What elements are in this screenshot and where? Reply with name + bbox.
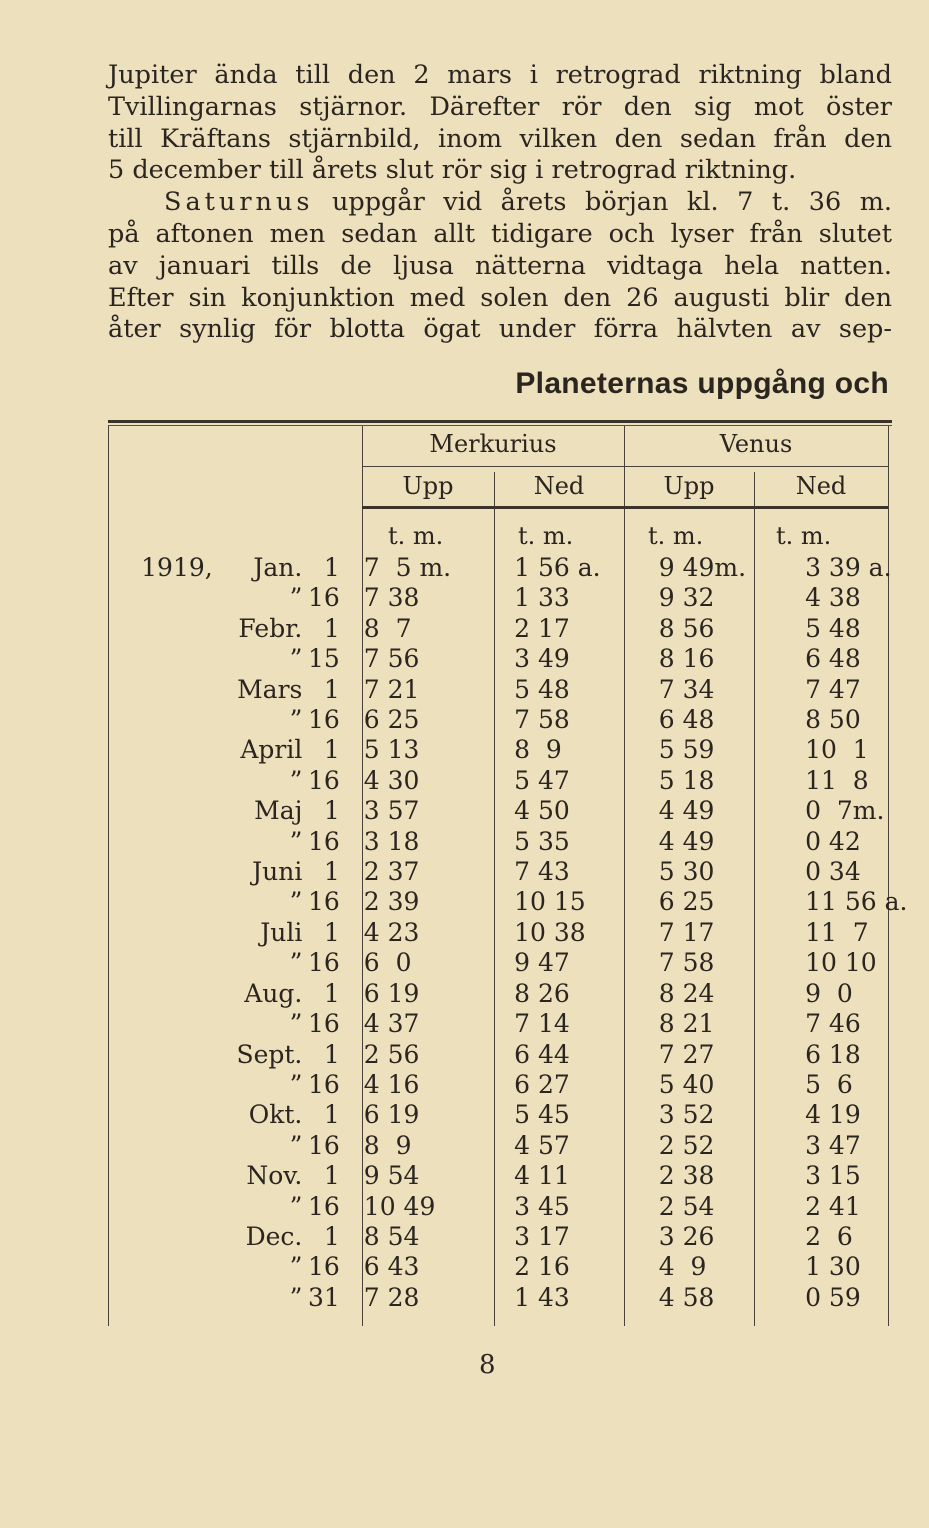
cell-month: Aug.: [244, 978, 303, 1008]
cell-m-ned: 4 11: [514, 1161, 570, 1191]
cell-m-upp: 6 19: [363, 978, 420, 1008]
cell-v-ned: 11 7: [805, 917, 869, 947]
cell-year: [108, 1222, 213, 1252]
table-top-subrule: [108, 425, 892, 426]
table-row: [108, 948, 929, 978]
cell-v-upp: 4 49: [658, 796, 715, 826]
table-top-rule: [108, 420, 892, 423]
table-row: [108, 705, 929, 735]
table-row: [108, 918, 929, 948]
cell-v-upp: 3 26: [658, 1221, 715, 1251]
cell-m-upp: 7 5 m.: [363, 553, 452, 582]
cell-day: 16: [307, 826, 340, 856]
cell-v-upp: 8 16: [658, 644, 715, 674]
cell-year: 1919,: [141, 553, 213, 582]
cell-m-ned: 1 33: [514, 583, 570, 613]
table-row: [108, 857, 929, 887]
cell-v-ned: 11 8: [805, 765, 869, 795]
cell-day: 16: [307, 1069, 340, 1099]
cell-m-ned: 5 45: [514, 1100, 570, 1130]
cell-v-upp: 8 21: [658, 1009, 715, 1039]
cell-v-ned: 1 30: [805, 1252, 861, 1282]
subheader-rule: [362, 506, 888, 509]
cell-year: [108, 1283, 213, 1313]
table-row: [108, 1040, 929, 1070]
cell-v-ned: 4 38: [805, 583, 861, 613]
cell-m-ned: 1 43: [514, 1282, 570, 1312]
cell-year: [108, 948, 213, 978]
cell-year: [108, 1070, 213, 1100]
cell-m-ned: 8 26: [514, 978, 570, 1008]
cell-m-upp: 7 28: [363, 1282, 420, 1312]
cell-day: 15: [307, 644, 340, 674]
planet-header-rule: [362, 466, 888, 467]
table-row: [108, 887, 929, 917]
cell-m-ned: 2 17: [514, 613, 570, 643]
cell-v-ned: 0 59: [805, 1282, 861, 1312]
unit-label-venus-upp: t. m.: [648, 522, 704, 550]
cell-m-upp: 6 25: [363, 705, 420, 735]
table-row: [108, 735, 929, 765]
cell-m-upp: 4 30: [363, 765, 420, 795]
cell-year: [108, 1131, 213, 1161]
cell-v-ned: 9 0: [805, 978, 853, 1008]
cell-m-ned: 9 47: [514, 948, 570, 978]
cell-month: ”: [289, 1252, 303, 1282]
venus-upp-header: Upp: [663, 472, 715, 500]
cell-v-upp: 2 52: [658, 1130, 715, 1160]
cell-v-ned: 4 19: [805, 1100, 861, 1130]
cell-m-upp: 6 0: [363, 948, 412, 978]
cell-day: 31: [307, 1282, 340, 1312]
cell-month: Mars: [237, 674, 303, 704]
cell-m-upp: 8 54: [363, 1221, 420, 1251]
cell-m-upp: 2 56: [363, 1039, 420, 1069]
table-row: [108, 583, 929, 613]
cell-v-ned: 0 34: [805, 857, 861, 887]
cell-month: Maj: [254, 796, 303, 826]
text-line: på aftonen men sedan allt tidigare och lyser från slutet: [108, 218, 892, 249]
cell-day: 1: [323, 735, 340, 765]
cell-day: 1: [323, 613, 340, 643]
cell-v-upp: 2 54: [658, 1191, 715, 1221]
rise-set-table: [108, 553, 929, 1313]
cell-v-ned: 3 39 a.: [805, 553, 892, 582]
cell-v-ned: 7 47: [805, 674, 861, 704]
merkurius-upp-header: Upp: [402, 472, 454, 500]
cell-year: [108, 766, 213, 796]
cell-month: Nov.: [246, 1161, 303, 1191]
cell-v-ned: 3 15: [805, 1161, 861, 1191]
table-row: [108, 614, 929, 644]
cell-m-ned: 10 15: [514, 887, 586, 917]
cell-month: Sept.: [236, 1039, 303, 1069]
cell-v-upp: 7 34: [658, 674, 715, 704]
cell-m-ned: 1 56 a.: [514, 553, 601, 582]
cell-month: Juni: [252, 857, 303, 887]
cell-day: 1: [323, 917, 340, 947]
table-row: [108, 796, 929, 826]
cell-v-ned: 3 47: [805, 1130, 861, 1160]
unit-label-venus-ned: t. m.: [776, 522, 832, 550]
cell-year: [108, 1252, 213, 1282]
cell-v-ned: 2 41: [805, 1191, 861, 1221]
cell-m-upp: 2 39: [363, 887, 420, 917]
cell-year: [108, 583, 213, 613]
cell-v-upp: 7 27: [658, 1039, 715, 1069]
cell-m-ned: 4 50: [514, 796, 570, 826]
cell-m-ned: 6 27: [514, 1069, 570, 1099]
table-row: [108, 675, 929, 705]
cell-month: ”: [289, 1130, 303, 1160]
cell-m-upp: 7 56: [363, 644, 420, 674]
cell-month: ”: [289, 1191, 303, 1221]
page-number: 8: [479, 1350, 496, 1380]
table-row: [108, 979, 929, 1009]
table-row: [108, 553, 929, 583]
cell-month: Febr.: [238, 613, 303, 643]
cell-m-ned: 8 9: [514, 735, 562, 765]
cell-m-upp: 5 13: [363, 735, 420, 765]
cell-month: ”: [289, 765, 303, 795]
cell-year: [108, 1040, 213, 1070]
cell-v-upp: 5 18: [658, 765, 715, 795]
cell-m-ned: 4 57: [514, 1130, 570, 1160]
table-row: [108, 1131, 929, 1161]
table-row: [108, 1252, 929, 1282]
cell-day: 16: [307, 705, 340, 735]
cell-day: 1: [323, 1100, 340, 1130]
text-line: Efter sin konjunktion med solen den 26 augusti blir den: [108, 282, 892, 313]
cell-day: 16: [307, 765, 340, 795]
cell-year: [108, 827, 213, 857]
cell-m-upp: 4 16: [363, 1069, 420, 1099]
cell-day: 16: [307, 1191, 340, 1221]
cell-day: 1: [323, 1039, 340, 1069]
cell-day: 1: [323, 978, 340, 1008]
table-row: [108, 644, 929, 674]
table-row: [108, 766, 929, 796]
cell-m-ned: 6 44: [514, 1039, 570, 1069]
cell-month: April: [240, 735, 303, 765]
cell-m-upp: 4 23: [363, 917, 420, 947]
cell-v-ned: 10 10: [805, 948, 877, 978]
cell-v-ned: 5 48: [805, 613, 861, 643]
cell-year: [108, 887, 213, 917]
cell-day: 1: [323, 674, 340, 704]
cell-m-upp: 4 37: [363, 1009, 420, 1039]
saturnus-text: uppgår vid årets början kl. 7 t. 36 m.: [331, 187, 892, 218]
cell-v-upp: 4 58: [658, 1282, 715, 1312]
cell-v-upp: 6 48: [658, 705, 715, 735]
cell-month: ”: [289, 887, 303, 917]
cell-v-upp: 9 49m.: [658, 553, 747, 582]
cell-m-upp: 2 37: [363, 857, 420, 887]
cell-v-ned: 0 7m.: [805, 796, 885, 826]
cell-day: 16: [307, 583, 340, 613]
cell-v-upp: 5 40: [658, 1069, 715, 1099]
cell-day: 16: [307, 1009, 340, 1039]
cell-month: ”: [289, 1282, 303, 1312]
cell-year: [108, 796, 213, 826]
cell-day: 16: [307, 948, 340, 978]
cell-v-upp: 9 32: [658, 583, 715, 613]
cell-m-ned: 7 58: [514, 705, 570, 735]
cell-v-upp: 4 9: [658, 1252, 707, 1282]
cell-v-upp: 8 56: [658, 613, 715, 643]
cell-day: 1: [323, 1221, 340, 1251]
cell-year: [108, 614, 213, 644]
cell-m-upp: 8 7: [363, 613, 412, 643]
cell-day: 1: [323, 796, 340, 826]
cell-m-upp: 3 57: [363, 796, 420, 826]
cell-day: 1: [323, 553, 340, 582]
cell-v-upp: 5 30: [658, 857, 715, 887]
cell-month: ”: [289, 583, 303, 613]
cell-v-upp: 4 49: [658, 826, 715, 856]
cell-year: [108, 1009, 213, 1039]
cell-month: Okt.: [248, 1100, 303, 1130]
body-paragraph: [108, 60, 892, 346]
cell-v-ned: 5 6: [805, 1069, 853, 1099]
cell-v-ned: 8 50: [805, 705, 861, 735]
cell-m-ned: 5 48: [514, 674, 570, 704]
cell-month: Juli: [260, 917, 303, 947]
text-line: Jupiter ända till den 2 mars i retrograd riktning bland: [108, 60, 892, 90]
text-line: av januari tills de ljusa nätterna vidtaga hela natten.: [108, 250, 892, 281]
cell-day: 16: [307, 1130, 340, 1160]
cell-year: [108, 1192, 213, 1222]
cell-day: 1: [323, 1161, 340, 1191]
cell-month: ”: [289, 644, 303, 674]
cell-m-ned: 3 45: [514, 1191, 570, 1221]
cell-m-ned: 5 35: [514, 826, 570, 856]
cell-year: [108, 918, 213, 948]
cell-v-upp: 7 17: [658, 917, 715, 947]
cell-month: ”: [289, 1069, 303, 1099]
cell-year: [108, 979, 213, 1009]
cell-v-ned: 6 48: [805, 644, 861, 674]
cell-v-ned: 0 42: [805, 826, 861, 856]
cell-month: ”: [289, 826, 303, 856]
merkurius-ned-header: Ned: [533, 472, 585, 500]
table-row: [108, 1009, 929, 1039]
cell-month: Dec.: [245, 1221, 303, 1251]
cell-year: [108, 1100, 213, 1130]
table-row: [108, 827, 929, 857]
table-row: [108, 1070, 929, 1100]
cell-m-upp: 9 54: [363, 1161, 420, 1191]
cell-year: [108, 1161, 213, 1191]
unit-label-merkurius-ned: t. m.: [518, 522, 574, 550]
cell-m-upp: 3 18: [363, 826, 420, 856]
cell-v-upp: 7 58: [658, 948, 715, 978]
cell-m-ned: 3 17: [514, 1221, 570, 1251]
cell-month: ”: [289, 705, 303, 735]
cell-m-upp: 10 49: [363, 1191, 436, 1221]
cell-v-ned: 7 46: [805, 1009, 861, 1039]
cell-v-ned: 11 56 a.: [805, 887, 908, 917]
cell-year: [108, 644, 213, 674]
cell-year: [108, 857, 213, 887]
cell-year: [108, 675, 213, 705]
unit-label-merkurius-upp: t. m.: [388, 522, 444, 550]
cell-v-upp: 2 38: [658, 1161, 715, 1191]
cell-m-upp: 6 43: [363, 1252, 420, 1282]
table-row: [108, 1222, 929, 1252]
cell-v-ned: 6 18: [805, 1039, 861, 1069]
table-heading: Planeternas uppgång och: [515, 367, 889, 400]
cell-m-ned: 3 49: [514, 644, 570, 674]
saturnus-word: Saturnus: [164, 187, 314, 218]
cell-m-ned: 7 14: [514, 1009, 570, 1039]
table-row: [108, 1100, 929, 1130]
cell-m-upp: 8 9: [363, 1130, 412, 1160]
text-line: till Kräftans stjärnbild, inom vilken den sedan från den: [108, 123, 892, 154]
venus-header: Venus: [719, 430, 793, 458]
cell-day: 1: [323, 857, 340, 887]
cell-day: 16: [307, 1252, 340, 1282]
cell-v-upp: 5 59: [658, 735, 715, 765]
cell-month: ”: [289, 948, 303, 978]
cell-v-upp: 8 24: [658, 978, 715, 1008]
cell-v-upp: 6 25: [658, 887, 715, 917]
cell-v-ned: 2 6: [805, 1221, 853, 1251]
table-row: [108, 1283, 929, 1313]
table-row: [108, 1161, 929, 1191]
text-line: 5 december till årets slut rör sig i retrograd riktning.: [108, 155, 797, 186]
text-line: åter synlig för blotta ögat under förra hälvten av sep-: [108, 314, 892, 345]
text-line: Tvillingarnas stjärnor. Därefter rör den sig mot öster: [108, 91, 892, 122]
cell-year: [108, 705, 213, 735]
cell-v-upp: 3 52: [658, 1100, 715, 1130]
table-row: [108, 1192, 929, 1222]
cell-m-upp: 7 38: [363, 583, 420, 613]
merkurius-header: Merkurius: [429, 430, 557, 458]
cell-m-ned: 5 47: [514, 765, 570, 795]
venus-ned-header: Ned: [795, 472, 847, 500]
cell-day: 16: [307, 887, 340, 917]
cell-m-upp: 7 21: [363, 674, 420, 704]
text-line-saturnus: [108, 187, 892, 219]
cell-month: Jan.: [253, 553, 303, 582]
cell-m-ned: 10 38: [514, 917, 586, 947]
cell-month: ”: [289, 1009, 303, 1039]
cell-m-upp: 6 19: [363, 1100, 420, 1130]
cell-year: [108, 735, 213, 765]
cell-m-ned: 7 43: [514, 857, 570, 887]
cell-m-ned: 2 16: [514, 1252, 570, 1282]
cell-v-ned: 10 1: [805, 735, 869, 765]
